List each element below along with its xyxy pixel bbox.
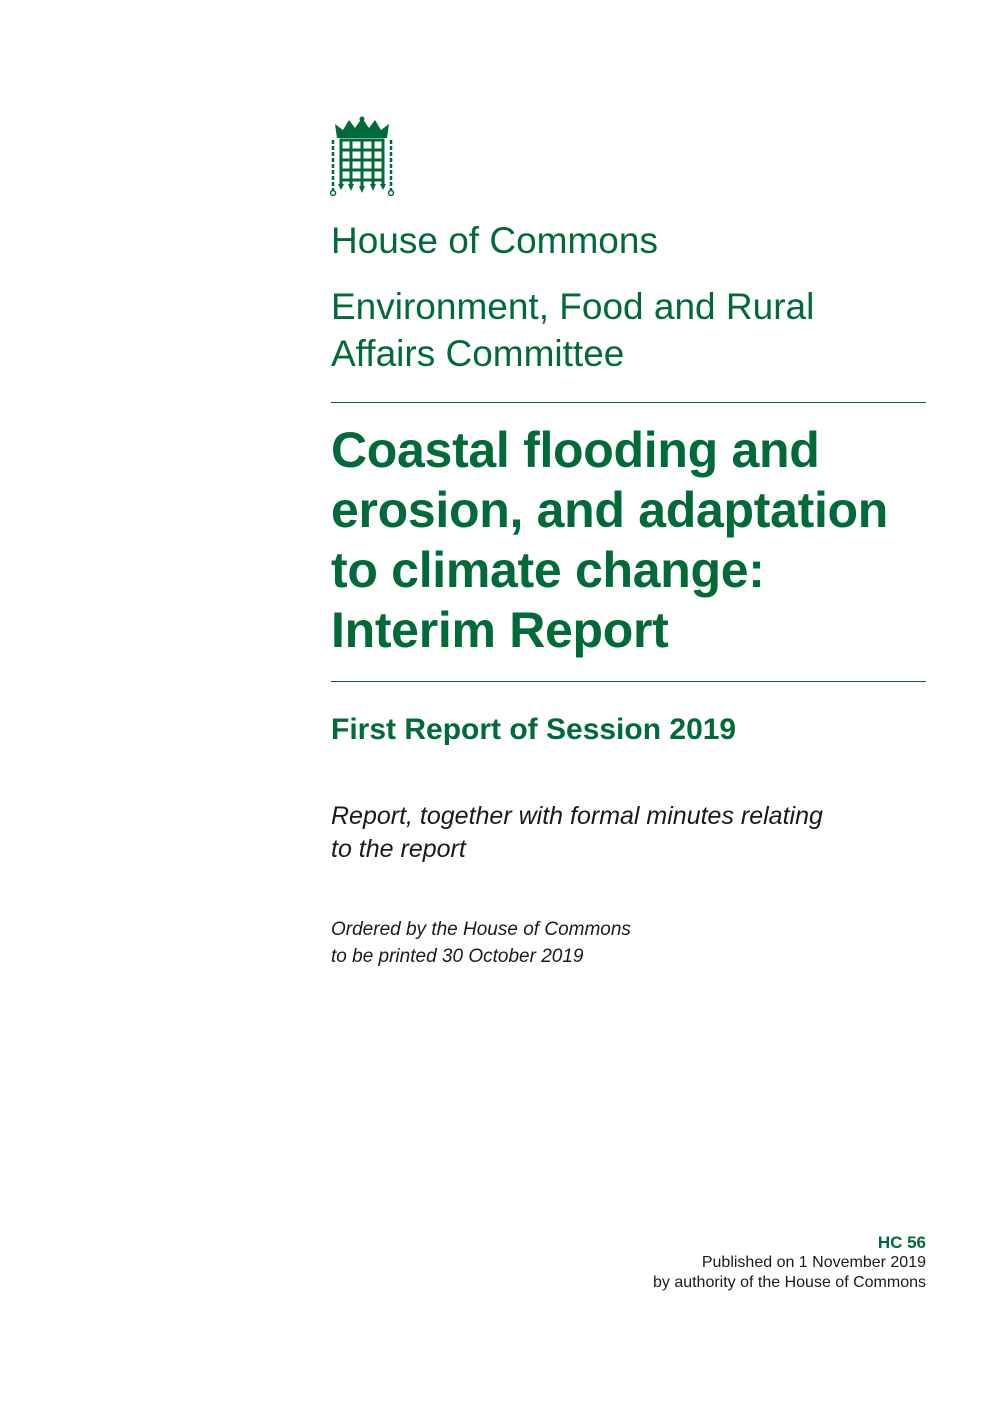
ordered-line: to be printed 30 October 2019 (331, 946, 584, 967)
portcullis-logo (329, 116, 395, 196)
divider (331, 402, 926, 403)
committee-line: Environment, Food and Rural (331, 286, 815, 327)
ordered-note (331, 916, 631, 970)
subtitle-line: to the report (331, 835, 466, 863)
title-line: Interim Report (331, 602, 669, 658)
title-line: to climate change: (331, 542, 765, 598)
committee-line: Affairs Committee (331, 333, 625, 374)
report-title (331, 420, 888, 660)
divider (331, 681, 926, 682)
publication-info (653, 1233, 926, 1293)
house-name: House of Commons (331, 220, 658, 261)
authority-note: by authority of the House of Commons (652, 1274, 926, 1291)
report-subtitle (331, 800, 823, 866)
subtitle-line: Report, together with formal minutes relating (331, 802, 823, 830)
committee-name (331, 283, 814, 377)
ordered-line: Ordered by the House of Commons (331, 919, 631, 940)
title-line: Coastal flooding and (331, 422, 820, 478)
published-date: Published on 1 November 2019 (701, 1254, 926, 1271)
session-heading: First Report of Session 2019 (331, 713, 737, 746)
title-line: erosion, and adaptation (331, 482, 889, 538)
hc-number: HC 56 (877, 1233, 926, 1252)
